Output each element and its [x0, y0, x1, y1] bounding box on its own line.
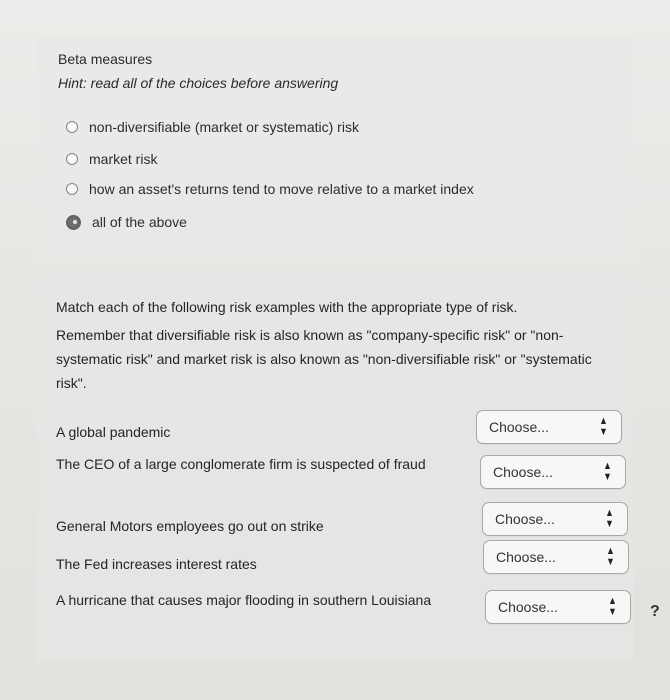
radio-button-unselected[interactable]: [66, 183, 78, 195]
instruction-line-1: Match each of the following risk examples with the appropriate type of risk.: [56, 299, 518, 315]
up-down-chevron-icon: ▲ ▼: [599, 415, 608, 438]
radio-button-unselected[interactable]: [66, 121, 78, 133]
question-card-risk-matching: [36, 270, 634, 662]
instruction-line-2: Remember that diversifiable risk is also known as "company-specific risk" or "non-systematic risk" and market risk is also known as "non-diversifiable risk" or "systematic risk".: [56, 327, 592, 391]
answer-option-label: how an asset's returns tend to move relative to a market index: [89, 181, 474, 197]
select-value: Choose...: [496, 549, 556, 565]
risk-type-select[interactable]: [482, 502, 628, 536]
radio-button-unselected[interactable]: [66, 153, 78, 165]
up-down-chevron-icon: ▲ ▼: [603, 460, 612, 483]
up-down-chevron-icon: ▲ ▼: [605, 507, 614, 530]
match-item-text: A hurricane that causes major flooding in southern Louisiana: [56, 592, 432, 608]
answer-option-market-risk[interactable]: [66, 148, 157, 170]
answer-option-label: all of the above: [92, 214, 187, 230]
radio-button-selected[interactable]: [66, 215, 81, 230]
risk-type-select[interactable]: [483, 540, 629, 574]
answer-option-non-diversifiable-risk[interactable]: [66, 116, 359, 138]
risk-type-select[interactable]: [485, 590, 631, 624]
answer-option-all-of-the-above[interactable]: [66, 211, 187, 233]
up-down-chevron-icon: ▲ ▼: [606, 545, 615, 568]
question-card-beta: [36, 38, 634, 260]
risk-type-select[interactable]: [480, 455, 626, 489]
question-instructions: [56, 295, 616, 399]
select-value: Choose...: [498, 599, 558, 615]
select-value: Choose...: [493, 464, 553, 480]
answer-option-label: market risk: [89, 151, 158, 167]
select-value: Choose...: [495, 511, 555, 527]
question-title: Beta measures: [58, 51, 153, 67]
match-item-text: General Motors employees go out on strike: [56, 518, 324, 534]
match-item-text: The CEO of a large conglomerate firm is suspected of fraud: [56, 456, 426, 472]
answer-option-label: non-diversifiable (market or systematic) risk: [89, 119, 359, 135]
risk-type-select[interactable]: [476, 410, 622, 444]
up-down-chevron-icon: ▲ ▼: [608, 595, 617, 618]
select-value: Choose...: [489, 419, 549, 435]
question-hint: Hint: read all of the choices before answering: [58, 75, 339, 91]
match-item-text: A global pandemic: [56, 424, 171, 440]
answer-option-relative-returns[interactable]: [66, 178, 474, 200]
help-icon[interactable]: ?: [650, 603, 660, 620]
match-item-text: The Fed increases interest rates: [56, 556, 257, 572]
